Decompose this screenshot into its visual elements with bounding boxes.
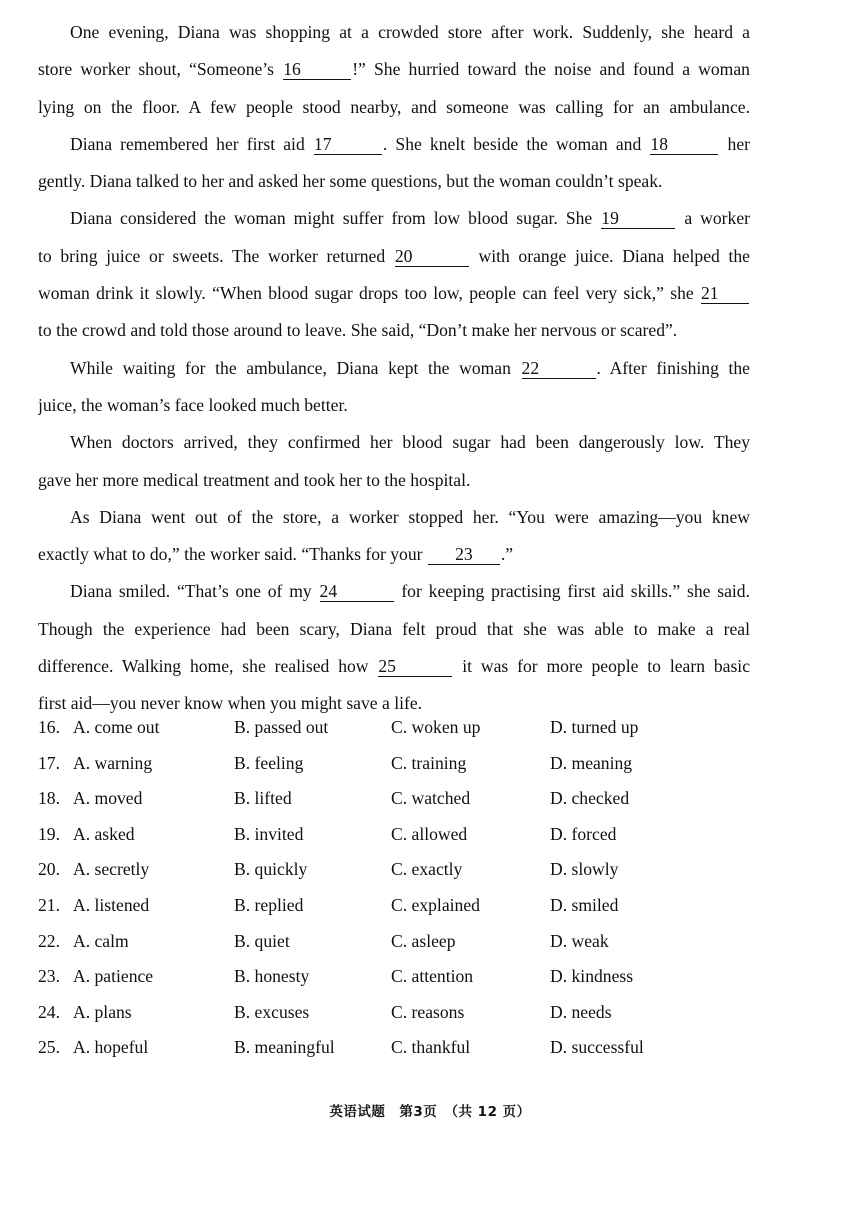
blank-17: 17: [314, 134, 382, 155]
option-a: A. hopeful: [73, 1037, 149, 1058]
passage-line: first aid—you never know when you might save a life.: [38, 693, 423, 714]
blank-23: 23: [428, 544, 500, 565]
blank-25: 25: [378, 656, 452, 677]
option-a: A. moved: [73, 788, 143, 809]
option-a: A. patience: [73, 966, 154, 987]
passage-line: store worker shout, “Someone’s 16 !” She hurried toward the noise and found a woman: [38, 59, 750, 80]
option-c: C. attention: [391, 966, 474, 987]
passage-line: Diana considered the woman might suffer from low blood sugar. She 19 a worker: [70, 208, 750, 229]
option-c: C. thankful: [391, 1037, 471, 1058]
question-number: 17.: [38, 752, 60, 773]
option-row: [38, 852, 758, 888]
question-number: 25.: [38, 1037, 60, 1058]
blank-18: 18: [650, 134, 718, 155]
question-number: 24.: [38, 1001, 60, 1022]
option-row: [38, 924, 758, 960]
option-b: B. quiet: [234, 930, 290, 951]
cloze-passage: [38, 14, 750, 723]
option-row: [38, 746, 758, 782]
option-a: A. listened: [73, 894, 150, 915]
option-d: D. smiled: [550, 894, 619, 915]
option-b: B. feeling: [234, 752, 304, 773]
option-b: B. honesty: [234, 966, 310, 987]
option-a: A. come out: [73, 717, 160, 737]
blank-20: 20: [395, 246, 469, 267]
passage-line: Diana smiled. “That’s one of my 24 for keeping practising first aid skills.” she said.: [70, 581, 750, 602]
question-number: 19.: [38, 823, 60, 844]
question-number: 22.: [38, 930, 60, 951]
passage-line: Diana remembered her first aid 17 . She knelt beside the woman and 18 her: [70, 133, 750, 154]
option-d: D. meaning: [550, 752, 633, 773]
option-c: C. explained: [391, 894, 480, 915]
question-number: 18.: [38, 788, 60, 809]
option-d: D. checked: [550, 788, 630, 809]
option-d: D. kindness: [550, 966, 634, 987]
option-c: C. watched: [391, 788, 471, 809]
question-number: 20.: [38, 859, 60, 880]
blank-21: 21: [701, 283, 749, 304]
passage-line: While waiting for the ambulance, Diana kept the woman 22 . After finishing the: [70, 357, 750, 378]
option-c: C. woken up: [391, 717, 481, 737]
option-row: [38, 888, 758, 924]
passage-line: One evening, Diana was shopping at a crowded store after work. Suddenly, she heard a: [70, 22, 750, 42]
option-row: [38, 710, 758, 746]
page-footer: 英语试题 第3页 （共 12 页）: [329, 1104, 531, 1120]
option-c: C. allowed: [391, 823, 468, 844]
option-a: A. secretly: [73, 859, 150, 880]
option-c: C. training: [391, 752, 467, 773]
question-number: 23.: [38, 966, 60, 987]
passage-line: juice, the woman’s face looked much better.: [38, 394, 348, 415]
option-b: B. passed out: [234, 717, 329, 737]
option-b: B. invited: [234, 823, 304, 844]
option-a: A. asked: [73, 823, 135, 844]
option-b: B. quickly: [234, 859, 308, 880]
option-d: D. forced: [550, 823, 617, 844]
blank-19: 19: [601, 208, 675, 229]
passage-line: When doctors arrived, they confirmed her blood sugar had been dangerously low. They: [70, 432, 750, 453]
option-c: C. asleep: [391, 930, 456, 951]
passage-line: to the crowd and told those around to leave. She said, “Don’t make her nervous or scared”.: [38, 320, 678, 341]
blank-16: 16: [283, 59, 351, 80]
option-b: B. replied: [234, 894, 304, 915]
passage-line: As Diana went out of the store, a worker stopped her. “You were amazing—you knew: [70, 506, 750, 527]
passage-line: gave her more medical treatment and took her to the hospital.: [38, 469, 471, 490]
passage-line: woman drink it slowly. “When blood sugar drops too low, people can feel very sick,” she 21: [38, 275, 750, 312]
passage-line: Though the experience had been scary, Diana felt proud that she was able to make a real: [38, 618, 750, 639]
passage-line: gently. Diana talked to her and asked her some questions, but the woman couldn’t speak.: [38, 171, 663, 192]
question-number: 16.: [38, 717, 60, 737]
option-row: [38, 995, 758, 1031]
passage-line: difference. Walking home, she realised how 25 it was for more people to learn basic: [38, 656, 750, 677]
option-d: D. slowly: [550, 859, 619, 880]
answer-options: [38, 710, 758, 1066]
passage-line: lying on the floor. A few people stood nearby, and someone was calling for an ambulance.: [38, 96, 750, 117]
option-d: D. weak: [550, 930, 609, 951]
option-row: [38, 817, 758, 853]
passage-line: to bring juice or sweets. The worker returned 20 with orange juice. Diana helped the: [38, 245, 750, 266]
passage-line: exactly what to do,” the worker said. “Thanks for your 23 .”: [38, 544, 514, 565]
blank-22: 22: [522, 358, 596, 379]
question-number: 21.: [38, 894, 60, 915]
option-d: D. successful: [550, 1037, 644, 1058]
option-d: D. needs: [550, 1001, 612, 1022]
option-b: B. lifted: [234, 788, 292, 809]
option-d: D. turned up: [550, 717, 639, 737]
option-c: C. exactly: [391, 859, 463, 880]
blank-24: 24: [320, 581, 394, 602]
option-a: A. plans: [73, 1001, 132, 1022]
option-b: B. excuses: [234, 1001, 310, 1022]
option-c: C. reasons: [391, 1001, 465, 1022]
option-a: A. calm: [73, 930, 129, 951]
option-row: [38, 781, 758, 817]
option-row: [38, 1030, 758, 1066]
option-b: B. meaningful: [234, 1037, 335, 1058]
option-row: [38, 959, 758, 995]
option-a: A. warning: [73, 752, 153, 773]
